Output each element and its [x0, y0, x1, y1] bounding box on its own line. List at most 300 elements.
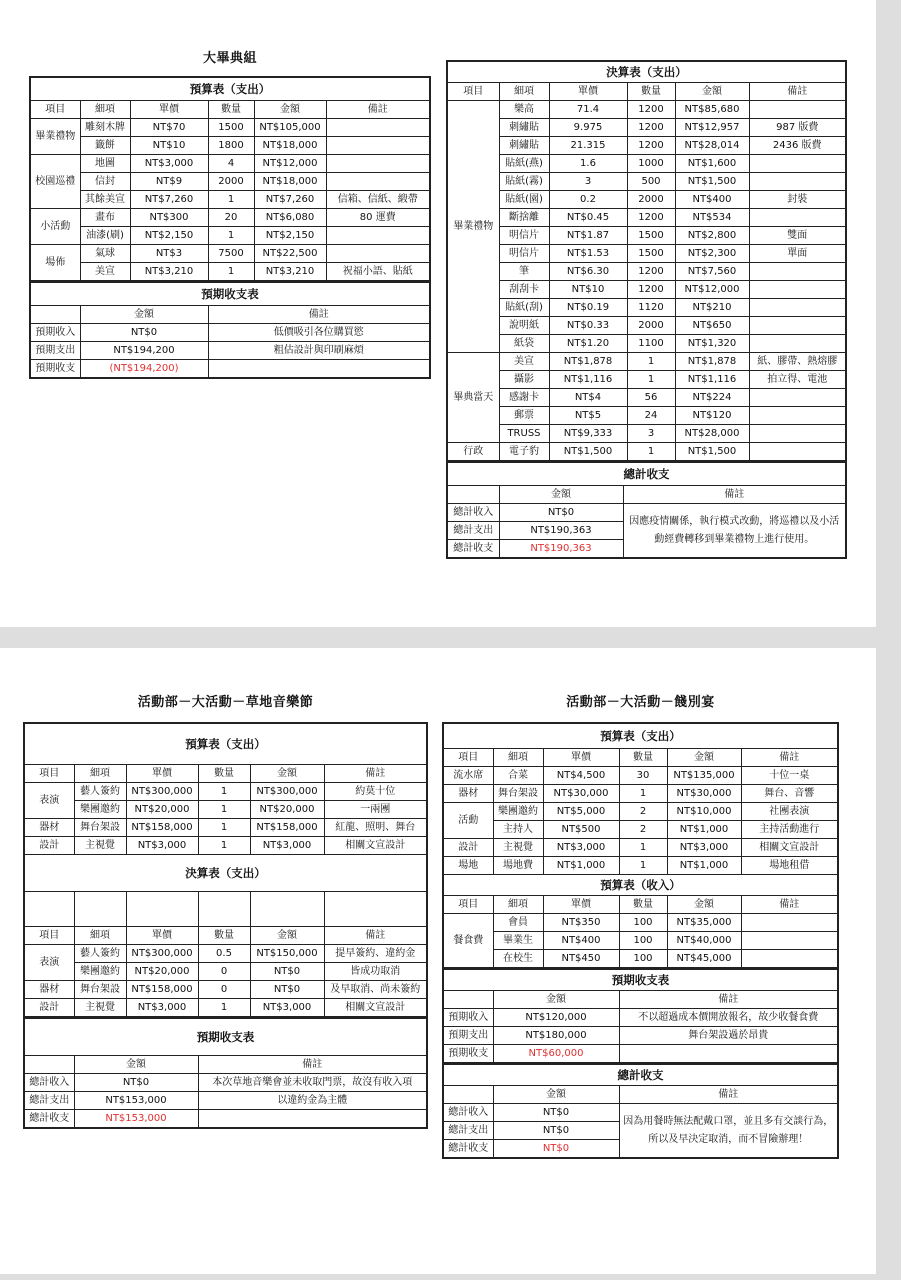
- table-cell: NT$0.45: [549, 209, 627, 227]
- amount-cell: NT$0: [493, 1122, 619, 1140]
- table-cell: 1500: [627, 227, 675, 245]
- table-cell: NT$1.20: [549, 335, 627, 353]
- table-cell: NT$2,150: [254, 227, 326, 245]
- grad-right-block: [446, 60, 847, 559]
- table-cell: 皆成功取消: [324, 963, 427, 981]
- table-row: [30, 137, 430, 155]
- table-cell: 0.5: [198, 945, 250, 963]
- header-cell: 項目: [24, 765, 74, 783]
- table-cell: NT$12,000: [675, 281, 749, 299]
- table-cell: 2000: [627, 191, 675, 209]
- header-cell: 項目: [443, 749, 493, 767]
- table-row: [447, 119, 846, 137]
- note-cell: [198, 1110, 427, 1129]
- header-cell: [447, 486, 499, 504]
- music-summary-heading: 預期收支表: [24, 1019, 427, 1056]
- amount-cell: NT$180,000: [493, 1027, 619, 1045]
- table-cell: NT$1,000: [543, 857, 619, 875]
- table-cell: NT$1.87: [549, 227, 627, 245]
- table-cell: 樂團邀約: [74, 963, 126, 981]
- header-cell: 細項: [74, 765, 126, 783]
- table-cell: [749, 317, 846, 335]
- table-cell: NT$3,000: [126, 837, 198, 855]
- table-cell: [326, 155, 430, 173]
- table-cell: NT$9: [130, 173, 208, 191]
- farewell-budget-heading: 預算表（支出）: [443, 723, 838, 749]
- table-cell: NT$18,000: [254, 137, 326, 155]
- table-cell: [749, 299, 846, 317]
- header-cell: 備註: [326, 101, 430, 119]
- table-cell: 明信片: [499, 227, 549, 245]
- table-row: [24, 1110, 427, 1129]
- table-cell: 2: [619, 803, 667, 821]
- header-cell: 金額: [250, 765, 324, 783]
- table-row: [447, 173, 846, 191]
- row-label: 總計收支: [443, 1140, 493, 1159]
- table-cell: 場地費: [493, 857, 543, 875]
- table-cell: NT$3,000: [130, 155, 208, 173]
- table-cell: [741, 932, 838, 950]
- table-cell: [326, 119, 430, 137]
- table-cell: 1: [198, 999, 250, 1018]
- table-cell: 1: [627, 443, 675, 462]
- table-cell: NT$30,000: [667, 785, 741, 803]
- table-cell: 100: [619, 950, 667, 969]
- table-row: [443, 932, 838, 950]
- table-cell: 9.975: [549, 119, 627, 137]
- table-row: [447, 299, 846, 317]
- table-cell: 其餘美宣: [80, 191, 130, 209]
- header-cell: 金額: [250, 927, 324, 945]
- row-label: 預期支出: [443, 1027, 493, 1045]
- table-cell: 雙面: [749, 227, 846, 245]
- category-cell: 行政: [447, 443, 499, 462]
- table-cell: 刮刮卡: [499, 281, 549, 299]
- table-cell: 主持人: [493, 821, 543, 839]
- table-cell: 及早取消、尚未簽約: [324, 981, 427, 999]
- table-row: [443, 803, 838, 821]
- table-row: [30, 191, 430, 209]
- table-row: [447, 335, 846, 353]
- table-cell: NT$105,000: [254, 119, 326, 137]
- amount-cell: NT$120,000: [493, 1009, 619, 1027]
- page-sheet-2: [0, 648, 876, 1274]
- header-cell: 細項: [493, 896, 543, 914]
- header-cell: 備註: [741, 749, 838, 767]
- table-cell: NT$28,014: [675, 137, 749, 155]
- table-cell: 1: [619, 785, 667, 803]
- header-cell: 項目: [443, 896, 493, 914]
- table-row: [30, 245, 430, 263]
- table-cell: NT$20,000: [250, 801, 324, 819]
- table-cell: 1.6: [549, 155, 627, 173]
- table-cell: 畢業生: [493, 932, 543, 950]
- table-cell: 舞台架設: [74, 981, 126, 999]
- table-cell: NT$3,000: [543, 839, 619, 857]
- row-label: 總計支出: [447, 522, 499, 540]
- table-cell: 主視覺: [493, 839, 543, 857]
- farewell-income-heading: 預算表（收入）: [443, 875, 838, 896]
- table-row: [30, 173, 430, 191]
- table-cell: NT$3,210: [130, 263, 208, 282]
- grad-title: 大畢典組: [202, 51, 257, 66]
- table-row: [30, 155, 430, 173]
- table-cell: NT$2,300: [675, 245, 749, 263]
- category-cell: 表演: [24, 945, 74, 981]
- table-cell: [749, 335, 846, 353]
- table-cell: 油漆(刷): [80, 227, 130, 245]
- table-cell: 籤餅: [80, 137, 130, 155]
- table-cell: 紙、膠帶、熱熔膠: [749, 353, 846, 371]
- header-cell: 備註: [619, 1086, 838, 1104]
- table-cell: 1: [619, 857, 667, 875]
- grad-budget-header: [30, 101, 430, 119]
- table-row: [443, 914, 838, 932]
- table-cell: 明信片: [499, 245, 549, 263]
- note-cell: 不以超過成本價開放報名，故少收餐食費: [619, 1009, 838, 1027]
- category-cell: 場佈: [30, 245, 80, 282]
- table-cell: NT$20,000: [126, 801, 198, 819]
- table-cell: 一兩團: [324, 801, 427, 819]
- table-cell: NT$6,080: [254, 209, 326, 227]
- table-row: [24, 945, 427, 963]
- table-row: [447, 389, 846, 407]
- table-cell: 7500: [208, 245, 254, 263]
- table-cell: 1: [198, 819, 250, 837]
- grad-summary-table: [29, 282, 431, 379]
- table-cell: NT$1,500: [549, 443, 627, 462]
- table-cell: 1: [208, 191, 254, 209]
- header-cell: 數量: [208, 101, 254, 119]
- category-cell: 校園巡禮: [30, 155, 80, 209]
- music-summary-header: [24, 1056, 427, 1074]
- table-row: [447, 263, 846, 281]
- table-cell: NT$300,000: [126, 783, 198, 801]
- table-cell: 1200: [627, 209, 675, 227]
- table-cell: NT$1,878: [675, 353, 749, 371]
- category-cell: 畢業禮物: [447, 101, 499, 353]
- farewell-title: 活動部－大活動－餞別宴: [566, 695, 715, 710]
- farewell-summary-header: [443, 991, 838, 1009]
- grad-settlement-heading: 決算表（支出）: [447, 61, 846, 83]
- header-cell: 數量: [619, 749, 667, 767]
- table-cell: NT$2,800: [675, 227, 749, 245]
- category-cell: 器材: [24, 819, 74, 837]
- table-cell: NT$450: [543, 950, 619, 969]
- note-cell: 舞台架設過於昂貴: [619, 1027, 838, 1045]
- table-cell: NT$4,500: [543, 767, 619, 785]
- table-cell: 樂團邀約: [74, 801, 126, 819]
- table-row: [447, 227, 846, 245]
- header-cell: 備註: [623, 486, 846, 504]
- table-cell: [326, 227, 430, 245]
- table-cell: 單面: [749, 245, 846, 263]
- table-row: [24, 1074, 427, 1092]
- table-cell: 十位一桌: [741, 767, 838, 785]
- table-row: [443, 1027, 838, 1045]
- table-row: [447, 425, 846, 443]
- table-cell: NT$1,878: [549, 353, 627, 371]
- table-cell: NT$135,000: [667, 767, 741, 785]
- table-cell: 1: [208, 263, 254, 282]
- table-cell: 主持活動進行: [741, 821, 838, 839]
- table-cell: 藝人簽約: [74, 945, 126, 963]
- table-cell: NT$3,000: [126, 999, 198, 1018]
- table-cell: 樂團邀約: [493, 803, 543, 821]
- farewell-summary-heading: 預期收支表: [443, 970, 838, 991]
- table-cell: NT$6.30: [549, 263, 627, 281]
- table-cell: NT$3: [130, 245, 208, 263]
- table-cell: 刺繡貼: [499, 119, 549, 137]
- table-cell: 987 版費: [749, 119, 846, 137]
- row-label: 預期支出: [30, 342, 80, 360]
- table-row: [24, 783, 427, 801]
- table-cell: 美宣: [80, 263, 130, 282]
- table-cell: 約莫十位: [324, 783, 427, 801]
- table-cell: NT$7,560: [675, 263, 749, 281]
- table-cell: NT$158,000: [126, 981, 198, 999]
- category-cell: 設計: [443, 839, 493, 857]
- header-cell: 項目: [24, 927, 74, 945]
- row-label: 總計收入: [24, 1074, 74, 1092]
- grad-summary-header: [30, 306, 430, 324]
- table-cell: NT$7,260: [254, 191, 326, 209]
- farewell-total-heading: 總計收支: [443, 1065, 838, 1086]
- table-row: [443, 821, 838, 839]
- table-row: [447, 443, 846, 462]
- table-cell: NT$28,000: [675, 425, 749, 443]
- table-cell: 感謝卡: [499, 389, 549, 407]
- table-row: [30, 227, 430, 245]
- table-cell: NT$4: [549, 389, 627, 407]
- table-cell: 畫布: [80, 209, 130, 227]
- table-cell: 2000: [208, 173, 254, 191]
- table-cell: 1500: [627, 245, 675, 263]
- table-cell: 說明紙: [499, 317, 549, 335]
- table-cell: 100: [619, 932, 667, 950]
- table-cell: [741, 914, 838, 932]
- table-cell: NT$300: [130, 209, 208, 227]
- amount-cell: NT$194,200: [80, 342, 208, 360]
- blank-row: [24, 892, 427, 927]
- table-cell: NT$70: [130, 119, 208, 137]
- table-cell: NT$1,116: [549, 371, 627, 389]
- table-cell: NT$120: [675, 407, 749, 425]
- table-row: [447, 504, 846, 522]
- music-settlement-heading: 決算表（支出）: [24, 855, 427, 892]
- table-cell: 紙袋: [499, 335, 549, 353]
- table-cell: NT$158,000: [250, 819, 324, 837]
- table-cell: 舞台架設: [493, 785, 543, 803]
- table-cell: 1: [619, 839, 667, 857]
- table-cell: NT$300,000: [250, 783, 324, 801]
- table-cell: 1200: [627, 119, 675, 137]
- table-cell: [749, 443, 846, 462]
- table-cell: [326, 137, 430, 155]
- table-row: [447, 137, 846, 155]
- grad-budget-table: [29, 76, 431, 282]
- table-cell: 3: [549, 173, 627, 191]
- table-cell: 1: [198, 783, 250, 801]
- row-label: 總計收入: [447, 504, 499, 522]
- table-cell: NT$500: [543, 821, 619, 839]
- header-cell: 細項: [80, 101, 130, 119]
- table-cell: NT$22,500: [254, 245, 326, 263]
- amount-cell: NT$153,000: [74, 1092, 198, 1110]
- table-cell: 1800: [208, 137, 254, 155]
- header-cell: 單價: [543, 896, 619, 914]
- table-cell: NT$0: [250, 981, 324, 999]
- table-row: [24, 981, 427, 999]
- music-budget-header: [24, 765, 427, 783]
- table-row: [24, 1092, 427, 1110]
- header-cell: [443, 991, 493, 1009]
- table-cell: NT$3,210: [254, 263, 326, 282]
- table-cell: NT$12,957: [675, 119, 749, 137]
- table-cell: [749, 407, 846, 425]
- row-label: 總計收支: [24, 1110, 74, 1129]
- table-cell: [749, 389, 846, 407]
- music-summary-table: [23, 1018, 428, 1129]
- table-row: [447, 155, 846, 173]
- amount-cell: NT$0: [499, 504, 623, 522]
- table-cell: 100: [619, 914, 667, 932]
- table-cell: 4: [208, 155, 254, 173]
- page-sheet-1: [0, 0, 876, 627]
- note-cell: [208, 360, 430, 379]
- table-cell: [749, 281, 846, 299]
- table-cell: 相關文宣設計: [324, 999, 427, 1018]
- table-row: [447, 317, 846, 335]
- table-cell: 1200: [627, 281, 675, 299]
- table-row: [24, 801, 427, 819]
- table-cell: 美宣: [499, 353, 549, 371]
- table-cell: 合菜: [493, 767, 543, 785]
- table-cell: 3: [627, 425, 675, 443]
- table-cell: 1000: [627, 155, 675, 173]
- table-cell: 主視覺: [74, 999, 126, 1018]
- amount-cell: NT$0: [493, 1104, 619, 1122]
- table-cell: NT$0: [250, 963, 324, 981]
- category-cell: 場地: [443, 857, 493, 875]
- header-cell: 單價: [126, 765, 198, 783]
- table-cell: [749, 101, 846, 119]
- header-cell: 金額: [675, 83, 749, 101]
- table-row: [443, 857, 838, 875]
- amount-cell: NT$0: [80, 324, 208, 342]
- table-cell: 1100: [627, 335, 675, 353]
- table-cell: NT$20,000: [126, 963, 198, 981]
- header-cell: 備註: [198, 1056, 427, 1074]
- table-cell: 刺繡貼: [499, 137, 549, 155]
- category-cell: 器材: [443, 785, 493, 803]
- header-cell: 數量: [627, 83, 675, 101]
- table-cell: 拍立得、電池: [749, 371, 846, 389]
- category-cell: 流水席: [443, 767, 493, 785]
- grad-total-table: [446, 462, 847, 559]
- table-row: [30, 360, 430, 379]
- table-row: [30, 263, 430, 282]
- table-row: [443, 839, 838, 857]
- table-cell: 20: [208, 209, 254, 227]
- table-cell: NT$0.19: [549, 299, 627, 317]
- table-cell: NT$5,000: [543, 803, 619, 821]
- table-cell: 相關文宣設計: [324, 837, 427, 855]
- amount-cell: NT$153,000: [74, 1110, 198, 1129]
- header-cell: 金額: [80, 306, 208, 324]
- header-cell: 金額: [493, 1086, 619, 1104]
- table-cell: [326, 245, 430, 263]
- table-cell: 2436 版費: [749, 137, 846, 155]
- category-cell: 小活動: [30, 209, 80, 245]
- farewell-summary-table: [442, 969, 839, 1064]
- table-cell: 貼紙(燕): [499, 155, 549, 173]
- table-cell: NT$3,000: [667, 839, 741, 857]
- table-cell: 雕刻木牌: [80, 119, 130, 137]
- table-row: [443, 1045, 838, 1064]
- table-cell: 郵票: [499, 407, 549, 425]
- header-cell: 備註: [208, 306, 430, 324]
- table-cell: 71.4: [549, 101, 627, 119]
- table-cell: 場地租借: [741, 857, 838, 875]
- table-cell: 1120: [627, 299, 675, 317]
- table-row: [24, 963, 427, 981]
- table-cell: 1: [208, 227, 254, 245]
- table-cell: 藝人簽約: [74, 783, 126, 801]
- table-cell: NT$1.53: [549, 245, 627, 263]
- table-cell: 社團表演: [741, 803, 838, 821]
- category-cell: 畢典當天: [447, 353, 499, 443]
- table-cell: 封裝: [749, 191, 846, 209]
- total-note: 因應疫情關係，執行模式改動，將巡禮以及小活動經費轉移到畢業禮物上進行使用。: [623, 504, 846, 559]
- table-row: [30, 209, 430, 227]
- farewell-income-header: [443, 896, 838, 914]
- table-cell: 24: [627, 407, 675, 425]
- table-cell: 筆: [499, 263, 549, 281]
- table-row: [30, 342, 430, 360]
- table-row: [30, 324, 430, 342]
- farewell-budget-table: [442, 722, 839, 969]
- table-row: [24, 837, 427, 855]
- row-label: 總計收支: [447, 540, 499, 559]
- header-cell: 項目: [447, 83, 499, 101]
- row-label: 預期收入: [443, 1009, 493, 1027]
- table-cell: NT$1,000: [667, 857, 741, 875]
- table-row: [443, 1104, 838, 1122]
- table-cell: 1200: [627, 137, 675, 155]
- category-cell: 設計: [24, 837, 74, 855]
- header-cell: 單價: [543, 749, 619, 767]
- table-cell: NT$9,333: [549, 425, 627, 443]
- table-row: [24, 819, 427, 837]
- table-cell: NT$5: [549, 407, 627, 425]
- table-cell: 紅龍、照明、舞台: [324, 819, 427, 837]
- amount-cell: NT$60,000: [493, 1045, 619, 1064]
- note-cell: 低價吸引各位購買慾: [208, 324, 430, 342]
- row-label: 總計支出: [24, 1092, 74, 1110]
- grad-left-block: [29, 48, 431, 379]
- table-cell: 1200: [627, 263, 675, 281]
- header-cell: 項目: [30, 101, 80, 119]
- header-cell: 細項: [493, 749, 543, 767]
- table-cell: NT$10,000: [667, 803, 741, 821]
- table-cell: NT$1,500: [675, 173, 749, 191]
- grad-settlement-header: [447, 83, 846, 101]
- header-cell: 備註: [324, 765, 427, 783]
- table-cell: 30: [619, 767, 667, 785]
- header-cell: 單價: [130, 101, 208, 119]
- header-cell: 金額: [667, 896, 741, 914]
